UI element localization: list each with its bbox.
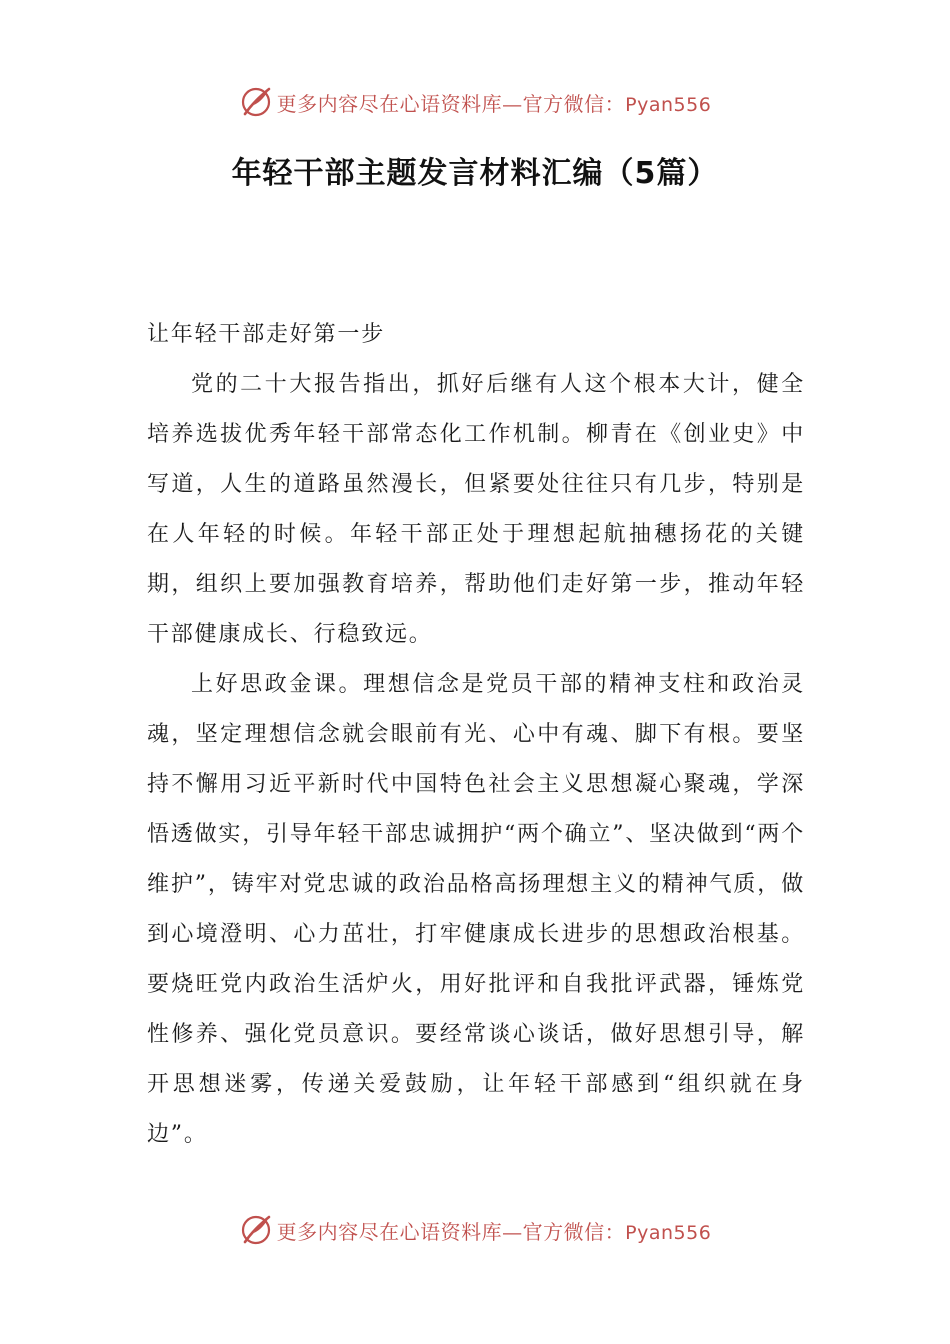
header-watermark — [0, 82, 950, 122]
watermark-handle: Pyan556 — [625, 93, 712, 116]
watermark-handle: Pyan556 — [625, 1221, 712, 1244]
quill-logo-icon — [239, 1213, 273, 1247]
footer-watermark — [0, 1210, 950, 1250]
article-subtitle: 让年轻干部走好第一步 — [147, 322, 386, 347]
watermark-text: 更多内容尽在心语资料库—官方微信：Pyan556 — [276, 91, 712, 116]
document-body — [147, 310, 805, 1160]
paragraph: 党的二十大报告指出，抓好后继有人这个根本大计，健全培养选拔优秀年轻干部常态化工作机制。柳青在《创业史》中写道，人生的道路虽然漫长，但紧要处往往只有几步，特别是在人年轻的时候。年轻干部正处于理想起航抽穗扬花的关键期，组织上要加强教育培养，帮助他们走好第一步，推动年轻干部健康成长、行稳致远。 — [147, 372, 805, 647]
watermark-text: 更多内容尽在心语资料库—官方微信：Pyan556 — [276, 1219, 712, 1244]
paragraph: 上好思政金课。理想信念是党员干部的精神支柱和政治灵魂，坚定理想信念就会眼前有光、心中有魂、脚下有根。要坚持不懈用习近平新时代中国特色社会主义思想凝心聚魂，学深悟透做实，引导年轻干部忠诚拥护“两个确立”、坚决做到“两个维护”，铸牢对党忠诚的政治品格高扬理想主义的精神气质，做到心境澄明、心力茁壮，打牢健康成长进步的思想政治根基。要烧旺党内政治生活炉火，用好批评和自我批评武器，锤炼党性修养、强化党员意识。要经常谈心谈话，做好思想引导，解开思想迷雾，传递关爱鼓励，让年轻干部感到“组织就在身边”。 — [147, 672, 805, 1147]
document-title: 年轻干部主题发言材料汇编（5篇） — [231, 156, 719, 191]
quill-logo-icon — [239, 85, 273, 119]
